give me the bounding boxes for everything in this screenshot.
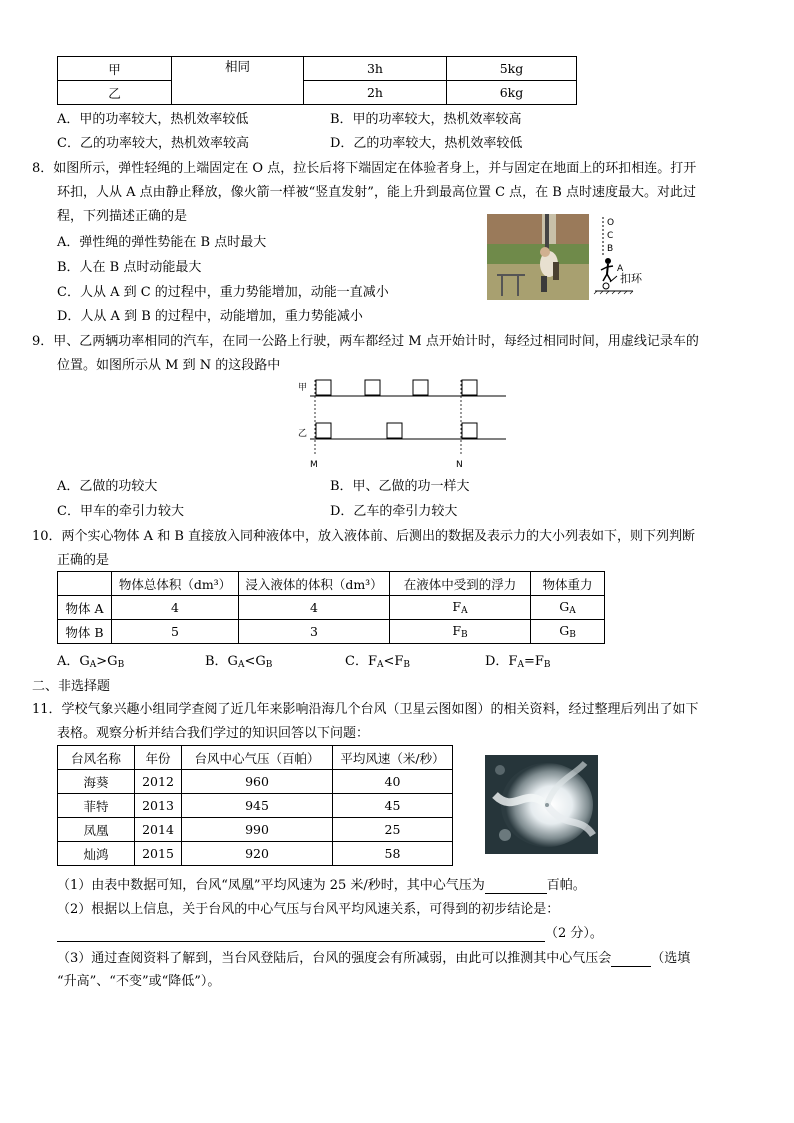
table-cell: $F_B$ bbox=[390, 620, 531, 644]
table-cell: 物体 B bbox=[58, 620, 112, 644]
table-cell: 960 bbox=[182, 770, 333, 794]
table-cell: 4 bbox=[112, 596, 239, 620]
table-header-row bbox=[58, 746, 453, 770]
car-yi-label: 乙 bbox=[298, 429, 308, 439]
answer-blank-2[interactable] bbox=[57, 926, 545, 942]
q11-part2-answer: （2 分）。 bbox=[57, 922, 603, 942]
car-yi-box bbox=[462, 423, 477, 438]
table-cell: 45 bbox=[333, 794, 453, 818]
q8-option-c: C．人从 A 到 C 的过程中，重力势能增加，动能一直减小 bbox=[57, 285, 389, 300]
table-cell: $G_A$ bbox=[531, 596, 605, 620]
table-cell: 5kg bbox=[447, 57, 577, 81]
arrow-icon bbox=[610, 276, 617, 282]
table-cell: 2h bbox=[304, 81, 447, 105]
q9-stem-line1: 9．甲、乙两辆功率相同的汽车，在同一公路上行驶，两车都经过 M 点开始计时，每经过相同时间，用虚线记录车的 bbox=[32, 334, 699, 349]
q11-part3-line2: “升高”、“不变”或“降低”）。 bbox=[57, 974, 221, 989]
q8-option-b: B．人在 B 点时动能最大 bbox=[57, 260, 202, 275]
ring-label: 扣环 bbox=[620, 272, 642, 285]
marker-n-label: N bbox=[456, 460, 463, 470]
table-row bbox=[58, 596, 605, 620]
car-positions-diagram bbox=[294, 374, 510, 472]
point-a-label: A bbox=[617, 264, 624, 274]
table-row bbox=[58, 818, 453, 842]
table-cell: 2013 bbox=[135, 794, 182, 818]
table-header-cell: 物体重力 bbox=[531, 572, 605, 596]
table-cell: 3 bbox=[239, 620, 390, 644]
car-jia-box bbox=[365, 380, 380, 395]
q10-stem-line2: 正确的是 bbox=[57, 553, 110, 568]
section-title: 二、非选择题 bbox=[32, 679, 111, 694]
table-header-cell: 台风名称 bbox=[58, 746, 135, 770]
table-header-cell: 年份 bbox=[135, 746, 182, 770]
q9-option-d: D．乙车的牵引力较大 bbox=[330, 504, 458, 519]
table-row bbox=[58, 57, 577, 81]
answer-blank-3[interactable] bbox=[611, 951, 651, 967]
table-cell: 920 bbox=[182, 842, 333, 866]
table-row bbox=[58, 842, 453, 866]
q9-option-a: A．乙做的功较大 bbox=[57, 479, 158, 494]
marker-m-label: M bbox=[310, 460, 318, 470]
q11-part3: （3）通过查阅资料了解到，当台风登陆后，台风的强度会有所减弱，由此可以推测其中心气压会 （选填 bbox=[57, 951, 691, 966]
table-cell: 灿鸿 bbox=[58, 842, 135, 866]
table-cell: 乙 bbox=[58, 81, 172, 105]
q10-table bbox=[57, 571, 605, 644]
q10-option-b: B．$G_A<G_B$ bbox=[205, 654, 273, 670]
point-o-label: O bbox=[607, 218, 615, 228]
car-jia-box bbox=[462, 380, 477, 395]
answer-blank-1[interactable] bbox=[485, 878, 547, 894]
table-header-cell: 平均风速（米/秒） bbox=[333, 746, 453, 770]
q10-option-d: D．$F_A=F_B$ bbox=[485, 654, 551, 670]
q8-option-d: D．人从 A 到 B 的过程中，动能增加，重力势能减小 bbox=[57, 309, 363, 324]
table-header-row bbox=[58, 572, 605, 596]
bungee-photo bbox=[487, 214, 589, 300]
q11-part1: （1）由表中数据可知，台风“凤凰”平均风速为 25 米/秒时，其中心气压为 百帕。 bbox=[57, 878, 586, 893]
car-jia-box bbox=[413, 380, 428, 395]
point-c-label: C bbox=[607, 231, 614, 241]
table-header-cell: 浸入液体的体积（dm³） bbox=[239, 572, 390, 596]
table-header-cell bbox=[58, 572, 112, 596]
q11-stem-line2: 表格。观察分析并结合我们学过的知识回答以下问题： bbox=[57, 726, 370, 741]
car-jia-box bbox=[316, 380, 331, 395]
table-cell: 凤凰 bbox=[58, 818, 135, 842]
table-cell: 990 bbox=[182, 818, 333, 842]
q7-option-d: D．乙的功率较大，热机效率较低 bbox=[330, 136, 523, 151]
satellite-image bbox=[485, 755, 598, 854]
q9-option-b: B．甲、乙做的功一样大 bbox=[330, 479, 470, 494]
table-cell: 5 bbox=[112, 620, 239, 644]
table-cell: 58 bbox=[333, 842, 453, 866]
q8-stem-line2: 环扣，人从 A 点由静止释放，像火箭一样被“竖直发射”，能上升到最高位置 C 点，在 B 点时速度最大。对此过 bbox=[57, 185, 696, 200]
table-cell: 3h bbox=[304, 57, 447, 81]
table-row bbox=[58, 81, 577, 105]
table-row bbox=[58, 770, 453, 794]
typhoon-table bbox=[57, 745, 453, 866]
table-cell: $G_B$ bbox=[531, 620, 605, 644]
q7-option-c: C．乙的功率较大，热机效率较高 bbox=[57, 136, 249, 151]
bungee-diagram bbox=[593, 214, 655, 300]
table-cell: 相同 bbox=[172, 57, 304, 105]
table-cell: 2012 bbox=[135, 770, 182, 794]
q7-option-a: A．甲的功率较大，热机效率较低 bbox=[57, 112, 249, 127]
q9-stem-line2: 位置。如图所示从 M 到 N 的这段路中 bbox=[57, 358, 281, 373]
table-cell: 4 bbox=[239, 596, 390, 620]
table-cell: 25 bbox=[333, 818, 453, 842]
table-cell: 2014 bbox=[135, 818, 182, 842]
table-cell: $F_A$ bbox=[390, 596, 531, 620]
table-cell: 菲特 bbox=[58, 794, 135, 818]
table-header-cell: 在液体中受到的浮力 bbox=[390, 572, 531, 596]
q8-option-a: A．弹性绳的弹性势能在 B 点时最大 bbox=[57, 235, 267, 250]
q11-stem-line1: 11．学校气象兴趣小组同学查阅了近几年来影响沿海几个台风（卫星云图如图）的相关资料，经过整理后列出了如下 bbox=[32, 702, 699, 717]
q8-stem-line3: 程，下列描述正确的是 bbox=[57, 209, 188, 224]
q10-option-a: A．$G_A>G_B$ bbox=[57, 654, 125, 670]
table-cell: 6kg bbox=[447, 81, 577, 105]
point-b-label: B bbox=[607, 244, 614, 254]
q9-option-c: C．甲车的牵引力较大 bbox=[57, 504, 184, 519]
person-icon bbox=[601, 258, 613, 281]
table-cell: 甲 bbox=[58, 57, 172, 81]
table-cell: 2015 bbox=[135, 842, 182, 866]
q11-part2: （2）根据以上信息，关于台风的中心气压与台风平均风速关系，可得到的初步结论是： bbox=[57, 902, 560, 917]
table-cell: 40 bbox=[333, 770, 453, 794]
table-row bbox=[58, 794, 453, 818]
table-row bbox=[58, 620, 605, 644]
ring-icon bbox=[603, 283, 609, 289]
car-yi-box bbox=[316, 423, 331, 438]
table-header-cell: 台风中心气压（百帕） bbox=[182, 746, 333, 770]
top-table bbox=[57, 56, 577, 105]
q8-stem-line1: 8．如图所示，弹性轻绳的上端固定在 O 点，拉长后将下端固定在体验者身上，并与固定在地面上的环扣相连。打开 bbox=[32, 161, 697, 176]
car-jia-label: 甲 bbox=[298, 383, 308, 393]
car-yi-box bbox=[387, 423, 402, 438]
table-header-cell: 物体总体积（dm³） bbox=[112, 572, 239, 596]
q10-option-c: C．$F_A<F_B$ bbox=[345, 654, 411, 670]
q7-option-b: B．甲的功率较大，热机效率较高 bbox=[330, 112, 522, 127]
table-cell: 海葵 bbox=[58, 770, 135, 794]
q10-stem-line1: 10．两个实心物体 A 和 B 直接放入同种液体中，放入液体前、后测出的数据及表示力的大小列表如下，则下列判断 bbox=[32, 529, 696, 544]
table-cell: 945 bbox=[182, 794, 333, 818]
table-cell: 物体 A bbox=[58, 596, 112, 620]
